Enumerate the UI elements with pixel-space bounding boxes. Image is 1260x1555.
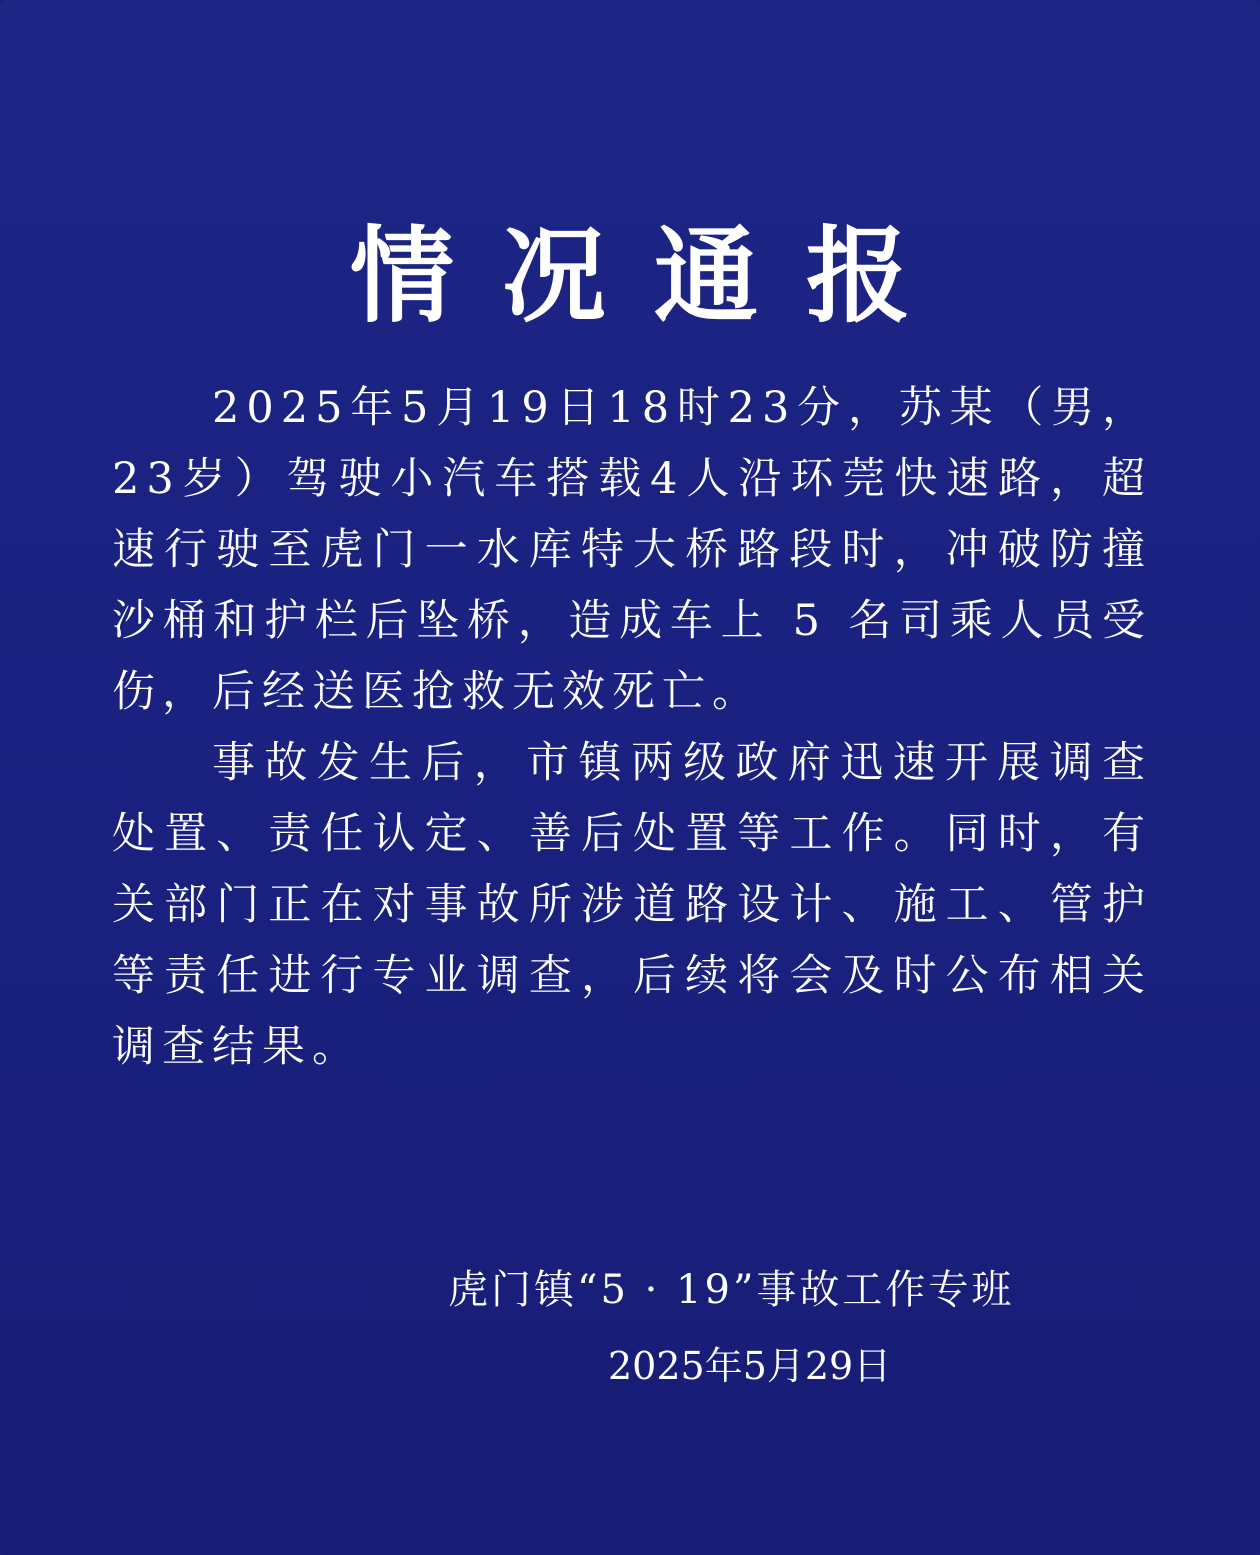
- notice-paragraph-1: 2025年5月19日18时23分，苏某（男，23岁）驾驶小汽车搭载4人沿环莞快速路，超速行驶至虎门一水库特大桥路段时，冲破防撞沙桶和护栏后坠桥，造成车上 5 名司乘人员受伤，后经送医抢救无效死亡。: [112, 383, 1152, 717]
- notice-body: [112, 373, 1152, 1083]
- notice-title: 情况通报: [349, 215, 958, 337]
- notice-paragraph-2: 事故发生后，市镇两级政府迅速开展调查处置、责任认定、善后处置等工作。同时，有关部门正在对事故所涉道路设计、施工、管护等责任进行专业调查，后续将会及时公布相关调查结果。: [112, 738, 1152, 1072]
- issue-date: 2025年5月29日: [608, 1344, 892, 1388]
- issuer-signature: 虎门镇“5 · 19”事故工作专班: [448, 1267, 1015, 1313]
